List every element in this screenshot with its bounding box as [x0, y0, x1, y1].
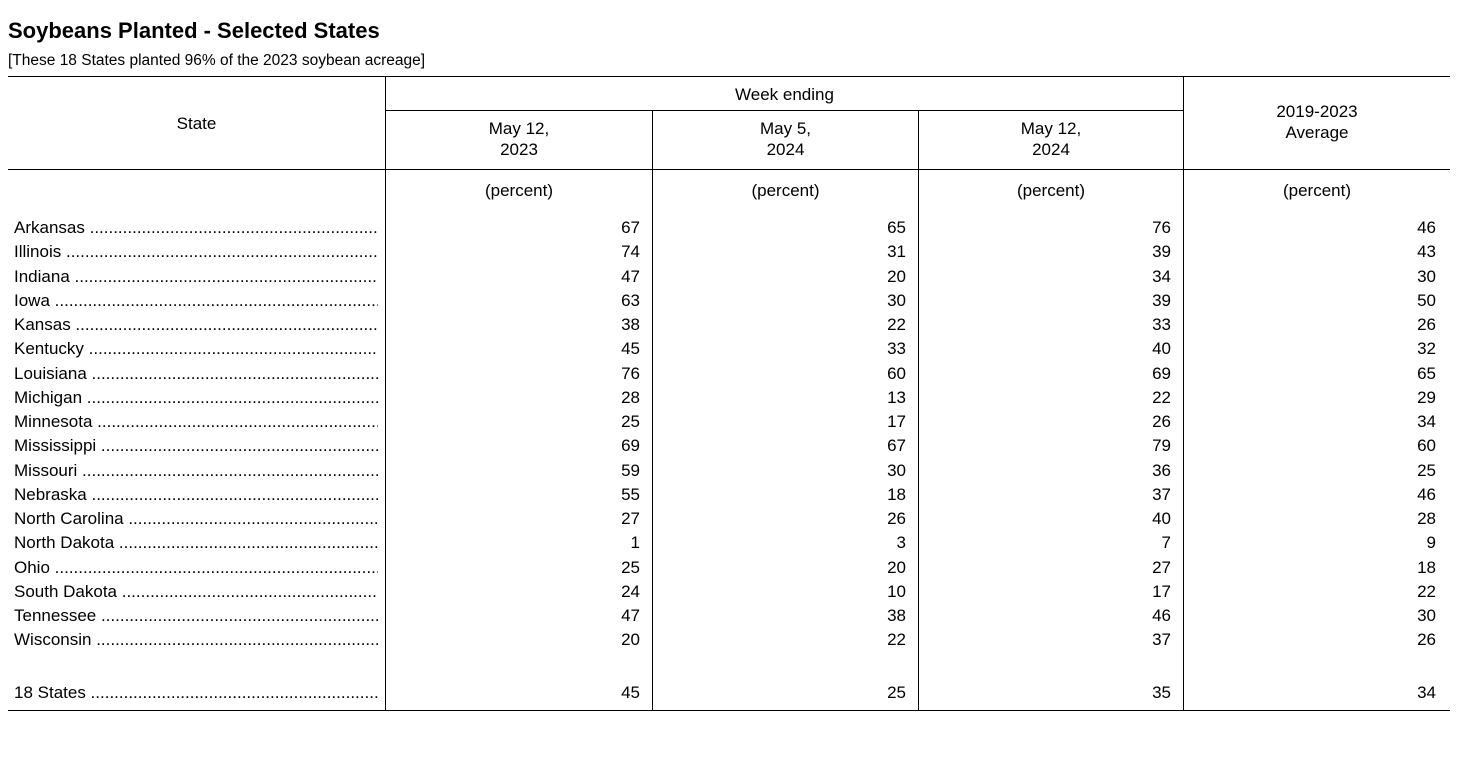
soybeans-table [8, 76, 1450, 712]
value-col3: 34 [1152, 266, 1171, 286]
unit-col2: (percent) [751, 181, 820, 200]
value-col3: 26 [1152, 412, 1171, 431]
value-col1: 67 [621, 218, 640, 237]
value-col4: 18 [1417, 557, 1436, 577]
header-col3-line2: 2024 [1032, 140, 1070, 159]
state-label: Tennessee ..... [14, 606, 378, 626]
page-subtitle: [These 18 States planted 96% of the 2023 soybean acreage] [8, 52, 426, 69]
state-label: North Carolina ..... [14, 509, 378, 529]
value-col2: 3 [896, 533, 906, 553]
value-col1: 76 [621, 363, 640, 383]
value-col2: 60 [887, 363, 906, 383]
value-col3: 46 [1152, 606, 1171, 625]
value-col2: 67 [887, 436, 906, 456]
value-col4: 26 [1417, 630, 1436, 650]
unit-col1: (percent) [484, 181, 554, 200]
value-col4: 30 [1417, 266, 1436, 286]
total-value-col1: 45 [621, 683, 640, 702]
value-col1: 25 [621, 557, 640, 577]
header-col3-line1: May 12, [1020, 119, 1082, 138]
value-col3: 36 [1152, 460, 1171, 480]
value-col1: 38 [621, 315, 640, 334]
state-label: Ohio ..... [14, 558, 378, 578]
header-bottom-rule [8, 169, 1450, 170]
value-col4: 46 [1417, 484, 1436, 504]
value-col4: 30 [1417, 606, 1436, 625]
value-col4: 32 [1417, 339, 1436, 359]
col-divider-1 [385, 76, 386, 711]
value-col3: 22 [1152, 387, 1171, 407]
value-col1: 24 [621, 581, 640, 601]
state-label: Michigan ..... [14, 388, 378, 408]
unit-avg: (percent) [1282, 181, 1352, 200]
unit-col3: (percent) [1016, 181, 1086, 200]
value-col1: 27 [621, 509, 640, 528]
state-label: Mississippi ..... [14, 436, 378, 456]
state-label: Minnesota ..... [14, 412, 378, 432]
value-col1: 74 [621, 242, 640, 262]
state-label: Louisiana ..... [14, 364, 378, 384]
state-label: North Dakota ..... [14, 533, 378, 553]
value-col3: 40 [1152, 509, 1171, 528]
value-col1: 47 [621, 606, 640, 625]
state-label: Wisconsin ..... [14, 630, 378, 650]
value-col3: 69 [1152, 363, 1171, 383]
value-col2: 30 [887, 290, 906, 310]
value-col4: 50 [1417, 290, 1436, 310]
state-label: Indiana ..... [14, 267, 378, 287]
value-col3: 37 [1152, 484, 1171, 504]
state-label: Iowa ..... [14, 291, 378, 311]
value-col3: 39 [1152, 242, 1171, 262]
state-label: Nebraska ..... [14, 485, 378, 505]
value-col4: 9 [1426, 533, 1436, 553]
header-col2-line2: 2024 [766, 140, 805, 159]
value-col3: 33 [1152, 315, 1171, 334]
header-col2-line1: May 5, [759, 119, 812, 138]
table-top-rule [8, 76, 1450, 77]
value-col3: 39 [1152, 290, 1171, 310]
value-col3: 37 [1152, 630, 1171, 650]
value-col1: 47 [621, 266, 640, 286]
header-week-ending: Week ending [735, 85, 834, 104]
value-col4: 60 [1417, 436, 1436, 456]
value-col1: 25 [621, 412, 640, 431]
value-col2: 65 [887, 218, 906, 237]
value-col2: 20 [887, 266, 906, 286]
header-col1-line2: 2023 [500, 140, 538, 159]
value-col4: 43 [1417, 242, 1436, 262]
value-col2: 31 [887, 242, 906, 262]
value-col3: 27 [1152, 557, 1171, 577]
header-avg-line1: 2019-2023 [1276, 102, 1358, 121]
header-state: State [176, 114, 217, 133]
value-col3: 40 [1152, 339, 1171, 359]
value-col4: 26 [1417, 315, 1436, 334]
value-col4: 29 [1417, 387, 1436, 407]
value-col2: 22 [887, 315, 906, 334]
state-label: Kentucky ..... [14, 339, 378, 359]
table-bottom-rule [8, 710, 1450, 711]
value-col3: 7 [1161, 533, 1171, 553]
value-col1: 59 [621, 460, 640, 480]
value-col3: 17 [1152, 581, 1171, 601]
total-value-col2: 25 [887, 683, 906, 702]
total-value-col4: 34 [1417, 683, 1436, 702]
value-col3: 76 [1152, 218, 1171, 237]
header-avg-line2: Average [1285, 123, 1349, 142]
value-col2: 22 [887, 630, 906, 650]
state-label: South Dakota ..... [14, 582, 378, 602]
value-col2: 18 [887, 484, 906, 504]
value-col1: 63 [621, 290, 640, 310]
total-row-label: 18 States ..... [14, 683, 378, 703]
total-value-col3: 35 [1152, 683, 1171, 702]
value-col1: 69 [621, 436, 640, 456]
value-col2: 26 [887, 509, 906, 528]
value-col2: 33 [887, 339, 906, 359]
value-col4: 46 [1417, 218, 1436, 237]
value-col3: 79 [1152, 436, 1171, 456]
value-col1: 55 [621, 484, 640, 504]
value-col2: 38 [887, 606, 906, 625]
header-col1-line1: May 12, [488, 119, 550, 138]
value-col4: 34 [1417, 412, 1436, 431]
value-col1: 45 [621, 339, 640, 359]
value-col2: 30 [887, 460, 906, 480]
value-col4: 28 [1417, 509, 1436, 528]
col-divider-4 [1183, 76, 1184, 711]
value-col4: 25 [1417, 460, 1436, 480]
value-col4: 22 [1417, 581, 1436, 601]
value-col4: 65 [1417, 363, 1436, 383]
state-label: Kansas ..... [14, 315, 378, 335]
state-label: Illinois ..... [14, 242, 378, 262]
value-col2: 13 [887, 387, 906, 407]
week-ending-rule [386, 110, 1184, 111]
value-col2: 10 [887, 581, 906, 601]
state-label: Missouri ..... [14, 461, 378, 481]
value-col1: 28 [621, 387, 640, 407]
value-col2: 20 [887, 557, 906, 577]
value-col2: 17 [887, 412, 906, 431]
value-col1: 20 [621, 630, 640, 650]
value-col1: 1 [630, 533, 640, 553]
page-title: Soybeans Planted - Selected States [8, 18, 380, 43]
state-label: Arkansas ..... [14, 218, 378, 238]
